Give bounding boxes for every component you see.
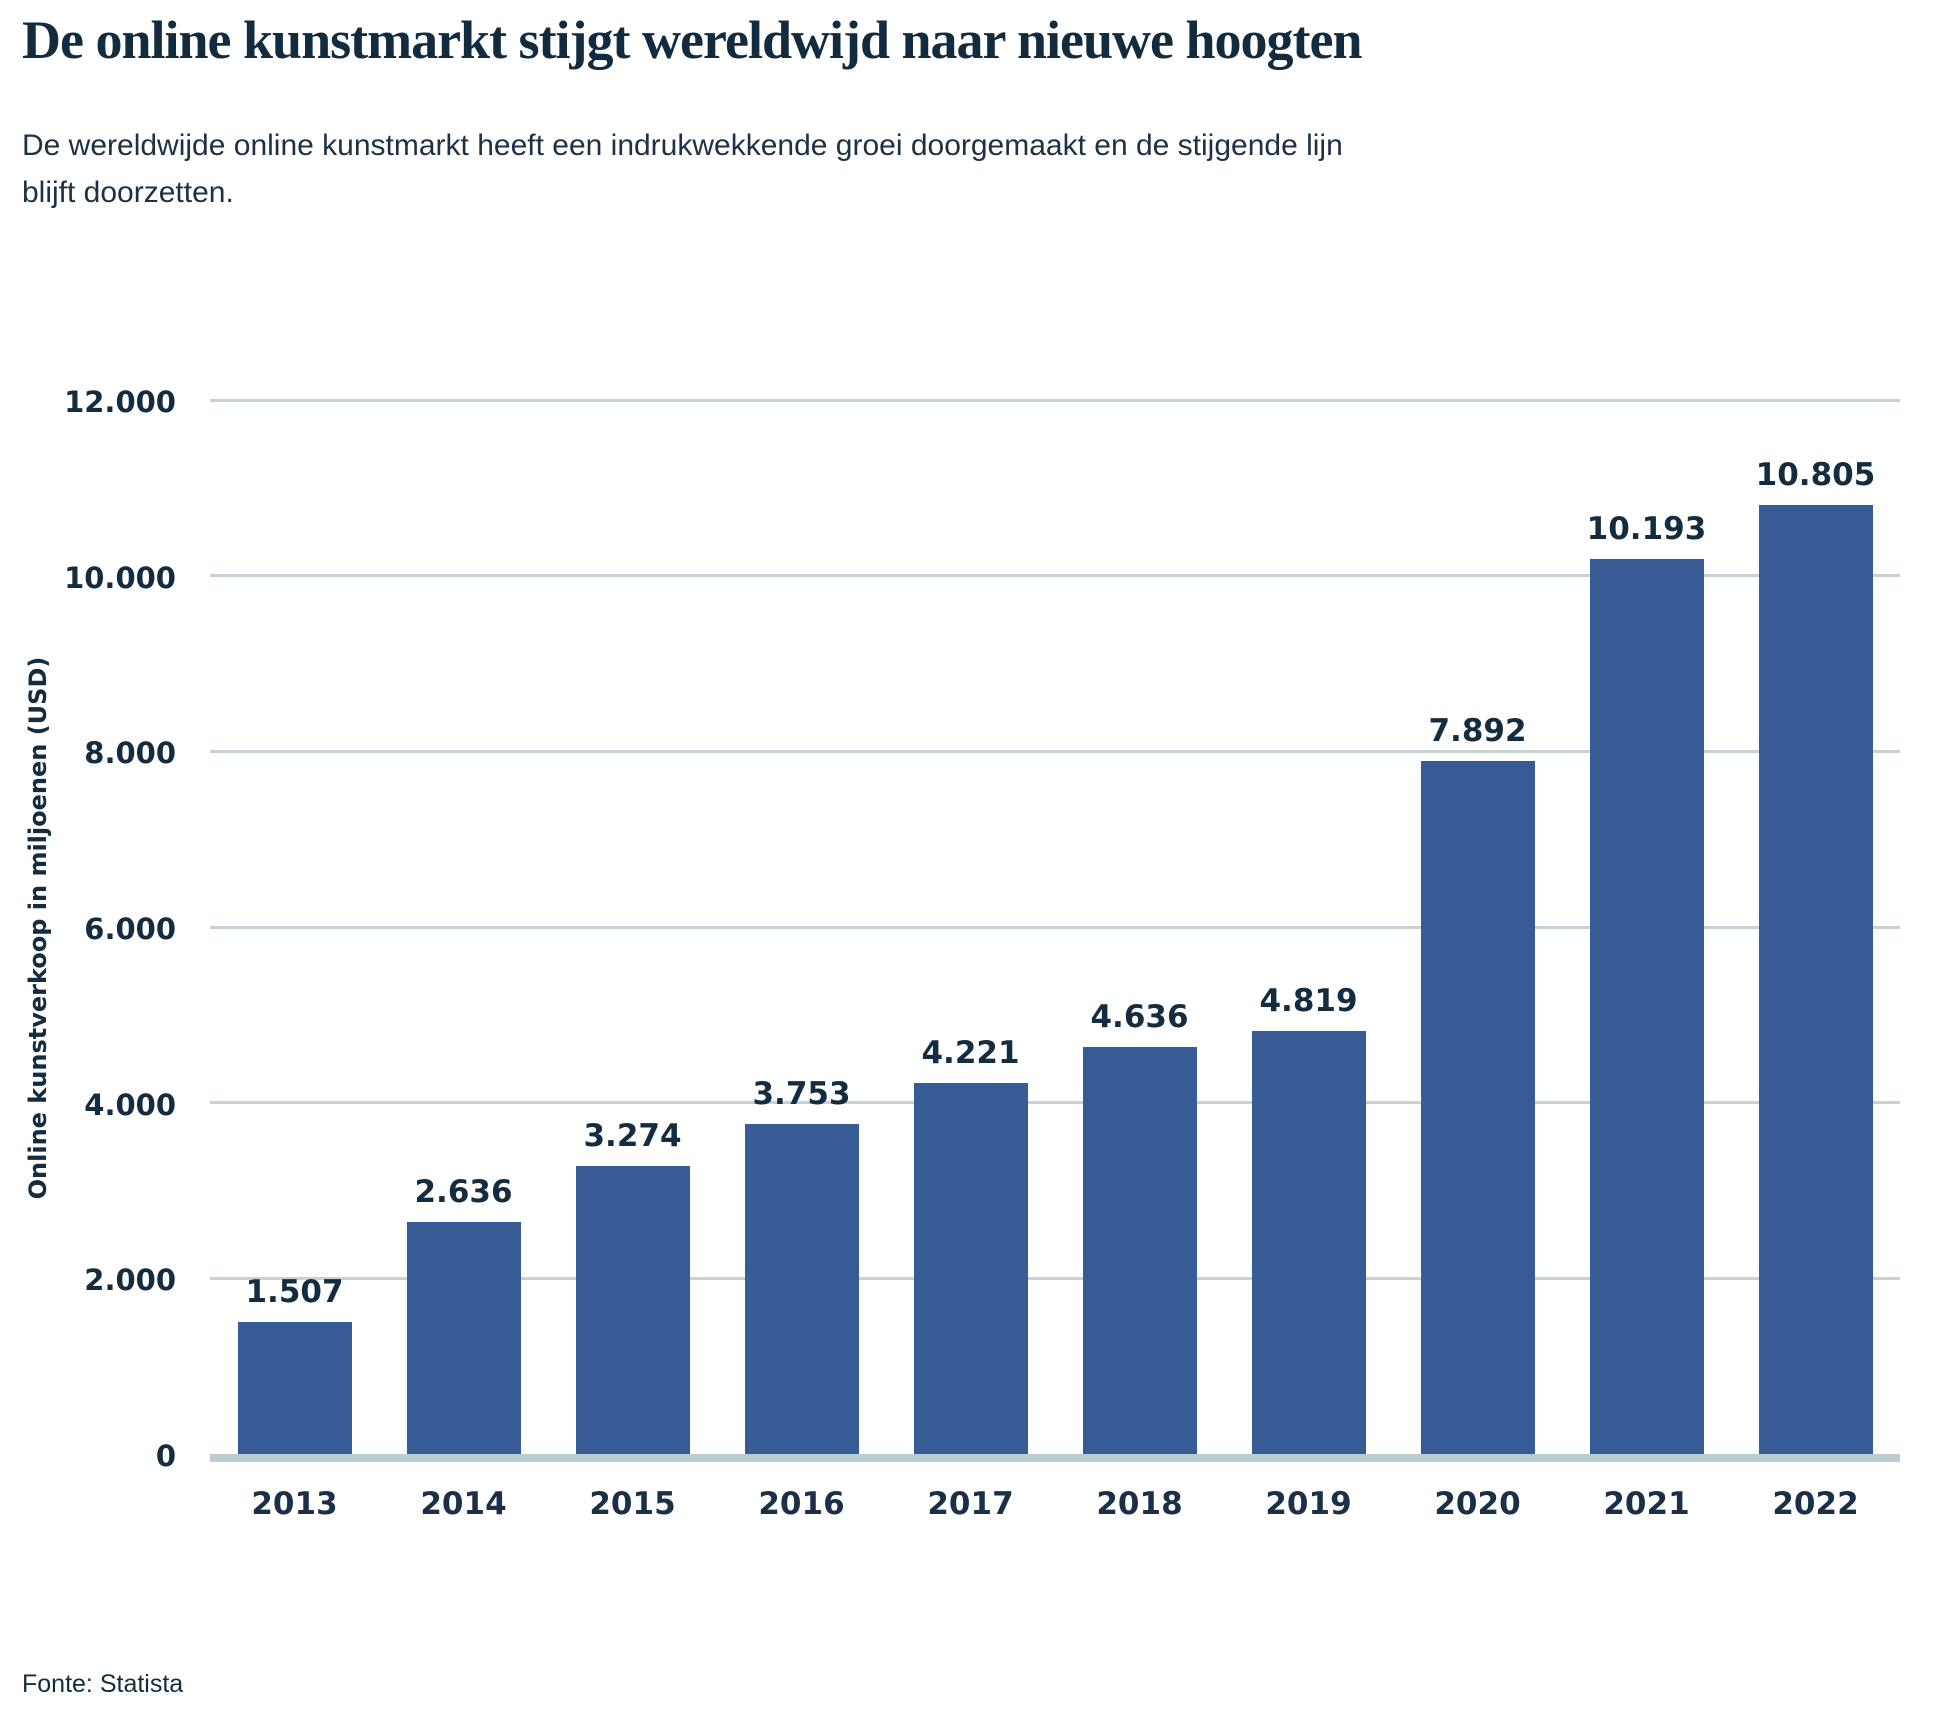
x-tick-label-2016: 2016 [758, 1486, 845, 1522]
bar-value-label-2016: 3.753 [752, 1076, 851, 1113]
bar-series [210, 400, 1900, 1454]
y-tick-label-2.000: 2.000 [84, 1263, 176, 1298]
bar-column-2021 [1562, 400, 1731, 1454]
bar-2020 [1421, 761, 1535, 1454]
bar-2021 [1590, 559, 1704, 1454]
y-tick-label-4.000: 4.000 [84, 1087, 176, 1122]
bar-column-2019 [1224, 400, 1393, 1454]
bar-2013 [238, 1322, 352, 1454]
bar-column-2014 [379, 400, 548, 1454]
y-axis-title: Online kunstverkoop in miljoenen (USD) [24, 656, 52, 1200]
bar-value-label-2019: 4.819 [1259, 982, 1358, 1019]
y-tick-label-6.000: 6.000 [84, 912, 176, 946]
bar-column-2022 [1731, 400, 1900, 1454]
bar-2016 [745, 1124, 859, 1454]
x-tick-label-2020: 2020 [1434, 1486, 1521, 1522]
x-tick-label-2021: 2021 [1603, 1486, 1690, 1522]
plot-area [210, 400, 1900, 1454]
bar-column-2017 [886, 400, 1055, 1454]
bar-value-label-2022: 10.805 [1755, 456, 1876, 493]
page-title: De online kunstmarkt stijgt wereldwijd naar nieuwe hoogten [22, 10, 1362, 70]
subtitle-line-1: De wereldwijde online kunstmarkt heeft een indrukwekkende groei doorgemaakt en de stijgende lijn [22, 129, 1343, 162]
bar-value-label-2015: 3.274 [583, 1118, 682, 1155]
y-tick-label-12.000: 12.000 [64, 385, 176, 419]
bar-column-2013 [210, 400, 379, 1454]
bar-2018 [1083, 1047, 1197, 1454]
x-axis-line [210, 1454, 1900, 1462]
bar-column-2016 [717, 400, 886, 1454]
bar-value-label-2017: 4.221 [921, 1035, 1020, 1072]
x-tick-label-2018: 2018 [1096, 1486, 1183, 1522]
x-tick-label-2022: 2022 [1772, 1486, 1859, 1522]
chart-subtitle [22, 122, 1522, 216]
bar-2017 [914, 1083, 1028, 1454]
bar-2014 [407, 1222, 521, 1454]
bar-value-label-2013: 1.507 [245, 1273, 344, 1310]
y-tick-label-10.000: 10.000 [64, 560, 176, 595]
bar-column-2020 [1393, 400, 1562, 1454]
bar-2019 [1252, 1031, 1366, 1454]
x-tick-label-2015: 2015 [589, 1486, 676, 1522]
x-tick-label-2014: 2014 [420, 1486, 507, 1522]
x-tick-label-2017: 2017 [927, 1486, 1014, 1522]
y-axis-tick-labels [0, 385, 176, 1473]
x-axis-labels [210, 1486, 1900, 1522]
bar-value-label-2014: 2.636 [414, 1174, 513, 1211]
x-tick-label-2013: 2013 [251, 1486, 338, 1522]
bar-value-label-2020: 7.892 [1428, 712, 1527, 749]
bar-2015 [576, 1166, 690, 1454]
y-tick-label-0: 0 [155, 1439, 176, 1473]
y-tick-label-8.000: 8.000 [84, 736, 176, 771]
bar-column-2018 [1055, 400, 1224, 1454]
bar-column-2015 [548, 400, 717, 1454]
x-tick-label-2019: 2019 [1265, 1486, 1352, 1522]
source-note: Fonte: Statista [22, 1670, 184, 1698]
bar-2022 [1759, 505, 1873, 1454]
subtitle-line-2: blijft doorzetten. [22, 176, 234, 209]
bar-value-label-2021: 10.193 [1586, 510, 1707, 547]
bar-value-label-2018: 4.636 [1090, 998, 1189, 1035]
